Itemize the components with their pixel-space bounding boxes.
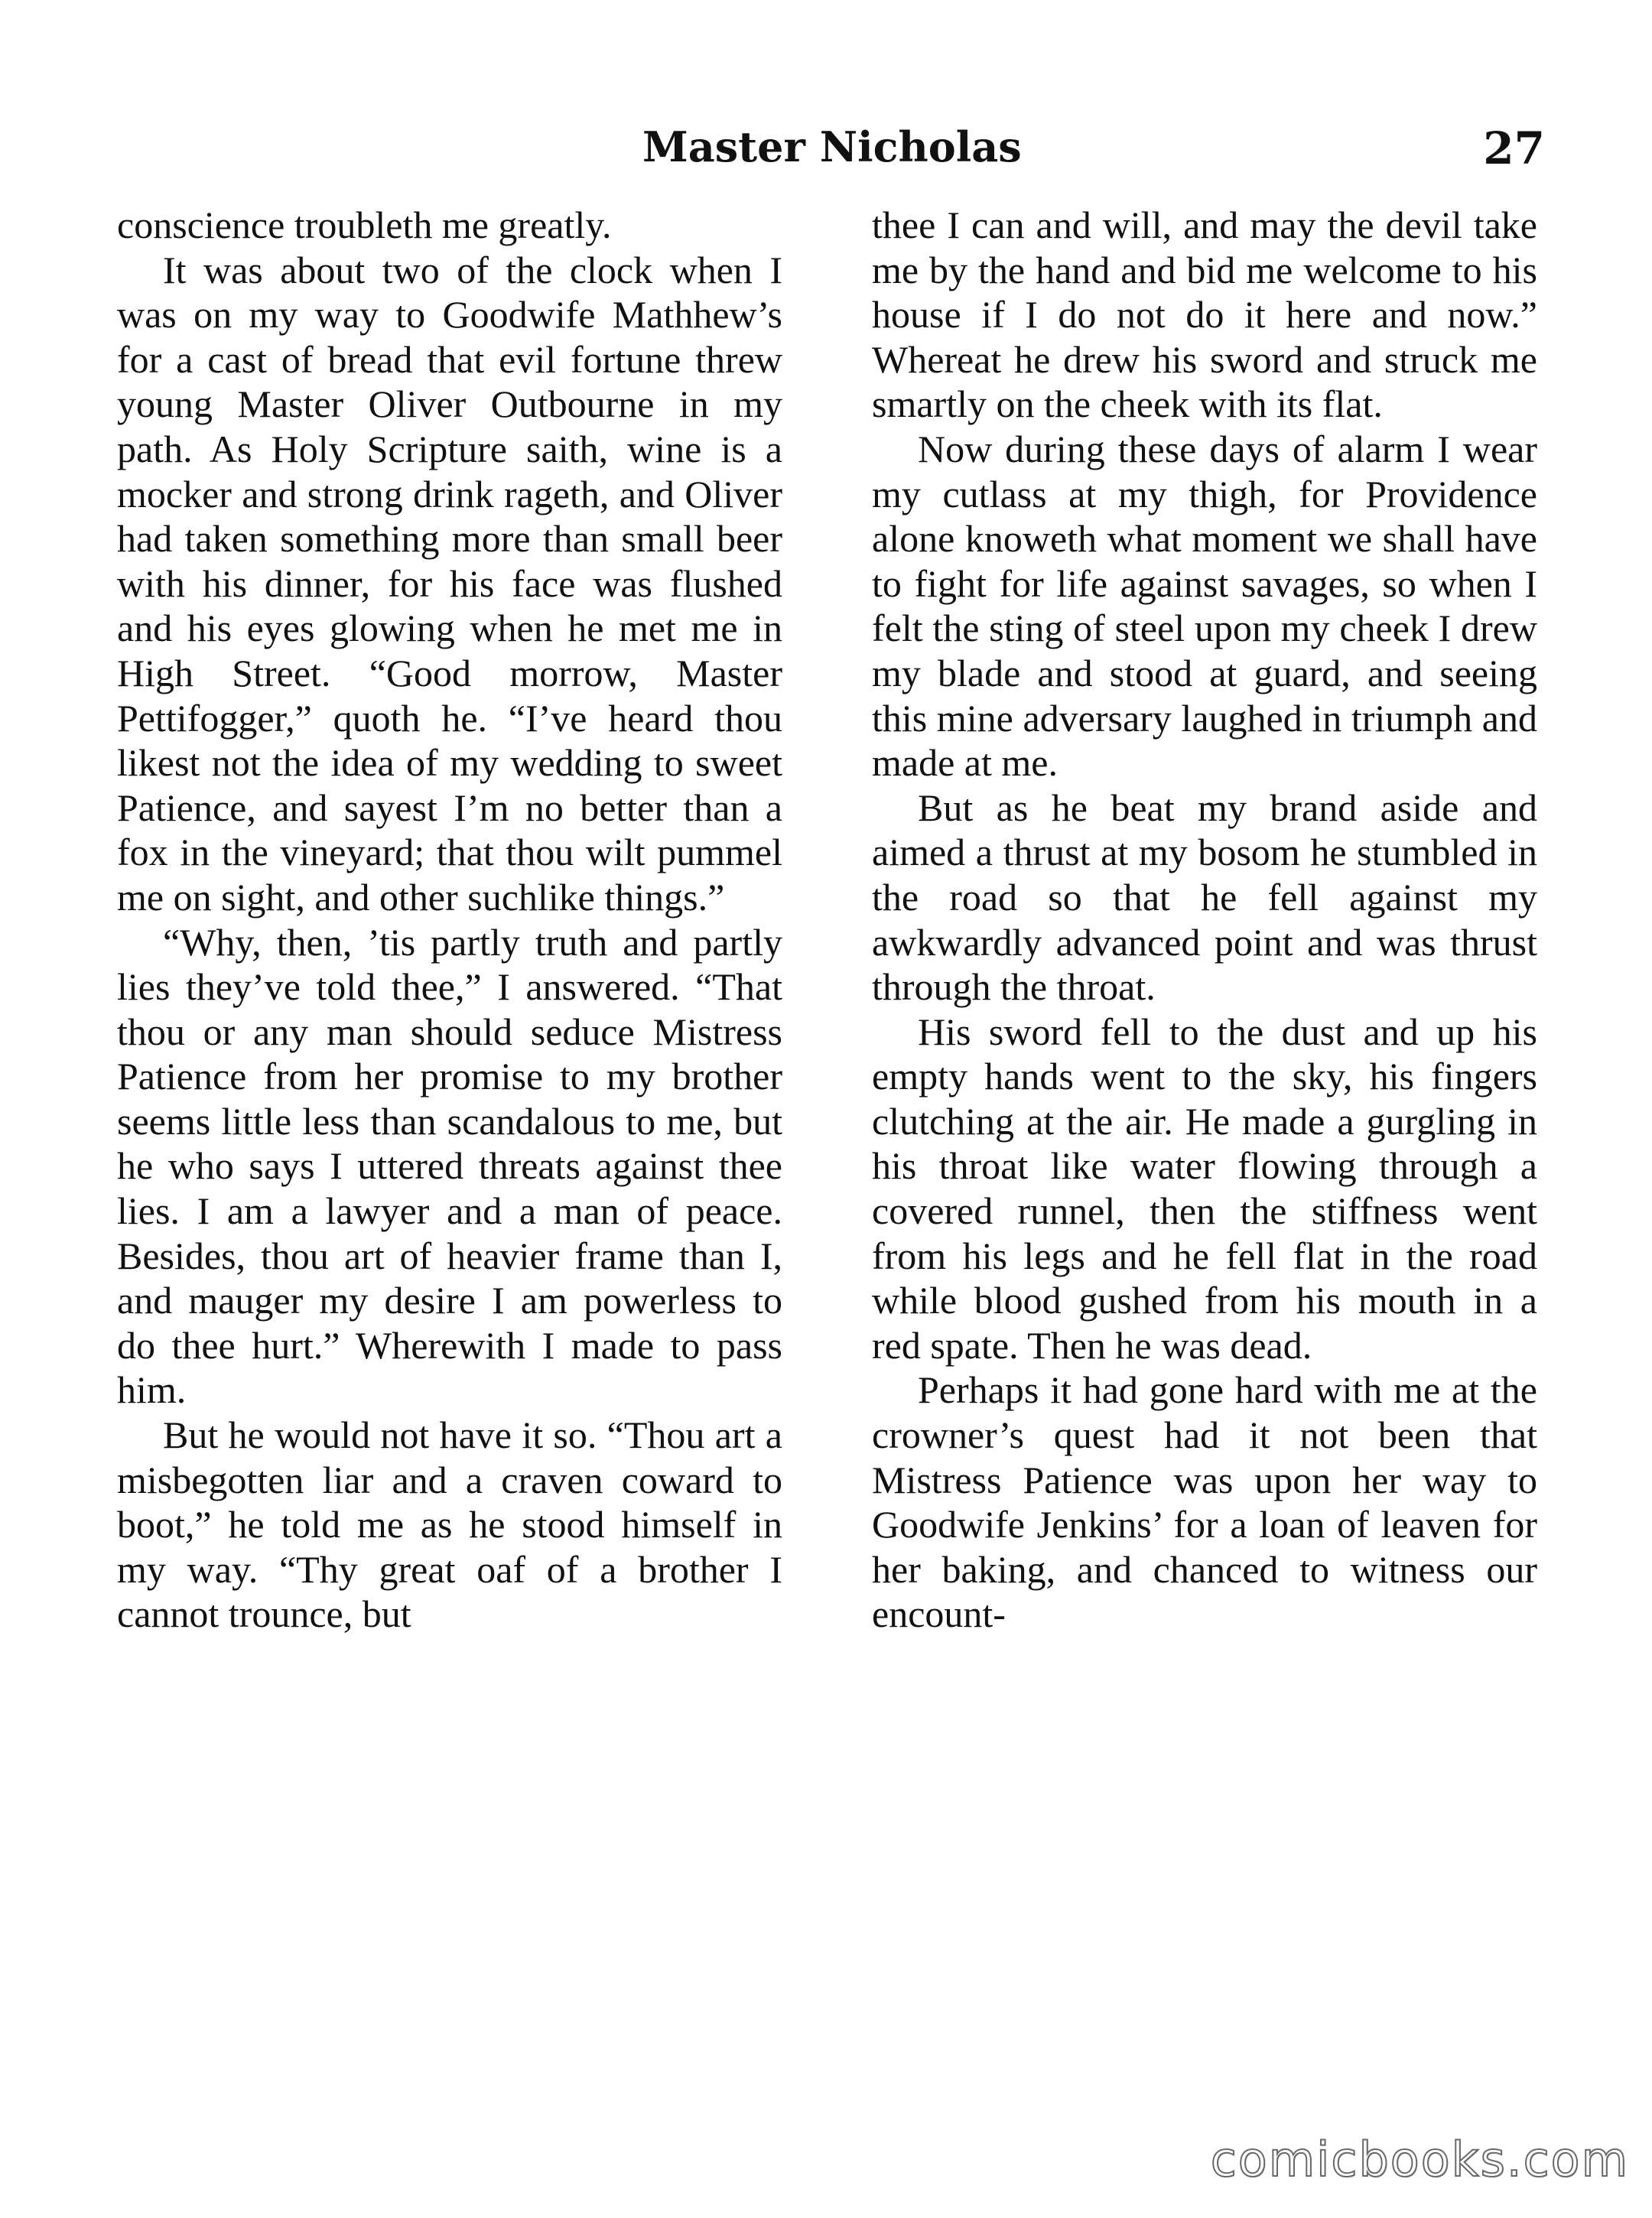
paragraph: Now during these days of alarm I wear my cutlass at my thigh, for Providence alone knoweth what moment we shall have to fight for life against savages, so when I felt the sting of steel upon my cheek I drew my blade and stood at guard, and seeing this mine adversary laughed in triumph and made at me. [872,427,1537,785]
paragraph: But he would not have it so. “Thou art a misbegotten liar and a craven coward to boot,” he told me as he stood himself in my way. “Thy great oaf of a brother I cannot trounce, but [117,1413,782,1636]
page-number: 27 [1483,122,1545,174]
paragraph: conscience troubleth me greatly. [117,203,612,246]
paragraph: Perhaps it had gone hard with me at the crowner’s quest had it not been that Mistress Patience was upon her way to Goodwife Jenkins’ for a loan of leaven for her baking, and chanced to witness our encount- [872,1368,1537,1636]
chapter-title: Master Nicholas [642,122,1022,171]
running-header [0,122,1652,184]
site-watermark: comicbooks.com [1210,2132,1629,2187]
right-column [872,203,1537,1637]
paragraph: thee I can and will, and may the devil take me by the hand and bid me welcome to his house if I do not do it here and now.” Whereat he drew his sword and struck me smartly on the cheek with its flat. [872,203,1537,426]
left-column [117,203,782,1637]
paragraph: But as he beat my brand aside and aimed a thrust at my bosom he stumbled in the road so that he fell against my awkwardly advanced point and was thrust through the throat. [872,785,1537,1009]
paragraph: His sword fell to the dust and up his empty hands went to the sky, his fingers clutching at the air. He made a gurgling in his throat like water flowing through a covered runnel, then the stiffness went from his legs and he fell flat in the road while blood gushed from his mouth in a red spate. Then he was dead. [872,1010,1537,1367]
paragraph: It was about two of the clock when I was on my way to Goodwife Mathhew’s for a cast of bread that evil fortune threw young Master Oliver Outbourne in my path. As Holy Scripture saith, wine is a mocker and strong drink rageth, and Oliver had taken something more than small beer with his dinner, for his face was flushed and his eyes glowing when he met me in High Street. “Good morrow, Master Pettifogger,” quoth he. “I’ve heard thou likest not the idea of my wedding to sweet Patience, and sayest I’m no better than a fox in the vineyard; that thou wilt pummel me on sight, and other suchlike things.” [117,248,782,919]
paragraph: “Why, then, ’tis partly truth and partly lies they’ve told thee,” I answered. “That thou or any man should seduce Mistress Patience from her promise to my brother seems little less than scandalous to me, but he who says I uttered threats against thee lies. I am a lawyer and a man of peace. Besides, thou art of heavier frame than I, and mauger my desire I am powerless to do thee hurt.” Wherewith I made to pass him. [117,920,782,1412]
